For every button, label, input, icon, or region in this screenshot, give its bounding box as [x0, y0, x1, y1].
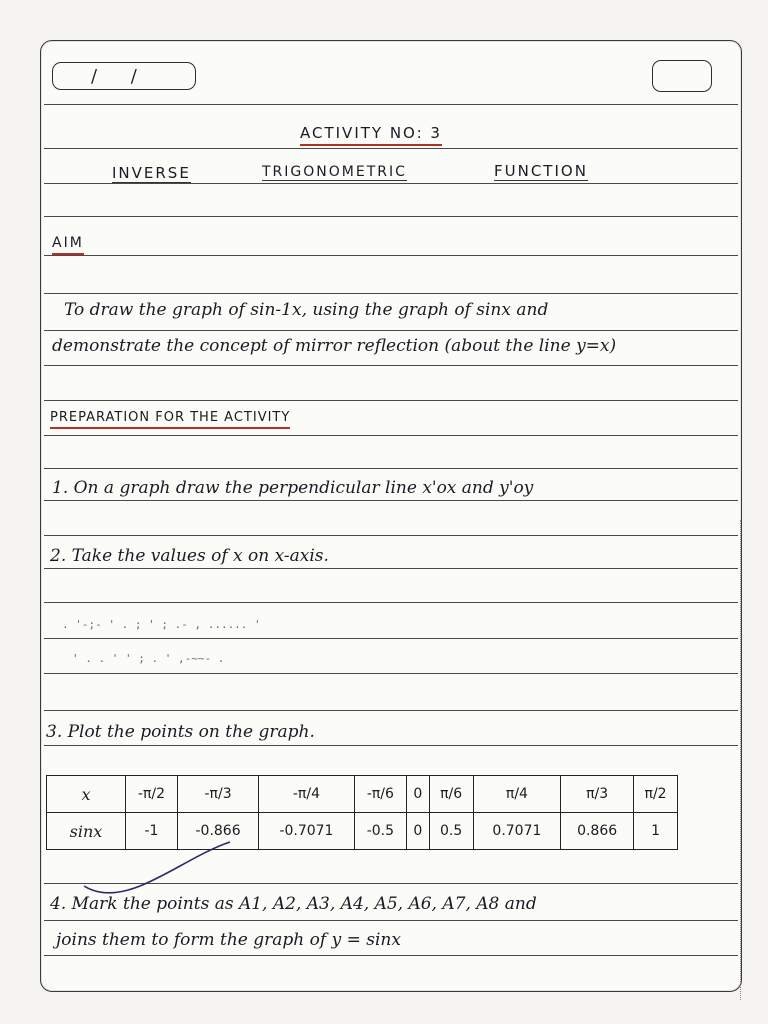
- rule-line: [44, 400, 738, 401]
- rule-line: [44, 435, 738, 436]
- rule-line: [44, 330, 738, 331]
- table-row-x: [47, 776, 678, 813]
- table-cell: π/6: [429, 776, 473, 813]
- activity-title: ACTIVITY NO: 3: [300, 124, 442, 146]
- preparation-heading: PREPARATION FOR THE ACTIVITY: [50, 410, 290, 429]
- rule-line: [44, 500, 738, 501]
- table-cell: -0.7071: [259, 813, 355, 850]
- rule-line: [44, 104, 738, 105]
- rule-line: [44, 710, 738, 711]
- bleed-through-marks: ' . . ' ' ; . ' ,-~~- .: [72, 652, 225, 665]
- aim-line-1: To draw the graph of sin-1x, using the graph of sinx and: [64, 300, 549, 320]
- step-3: 3. Plot the points on the graph.: [46, 722, 315, 742]
- step-4-line-2: joins them to form the graph of y = sinx: [56, 930, 401, 950]
- table-cell: π/3: [561, 776, 634, 813]
- rule-line: [44, 673, 738, 674]
- rule-line: [44, 293, 738, 294]
- table-cell: 0.866: [561, 813, 634, 850]
- sinx-row-label: sinx: [47, 813, 126, 850]
- step-2: 2. Take the values of x on x-axis.: [50, 546, 329, 566]
- values-table: [46, 775, 678, 850]
- table-cell: 0: [407, 776, 430, 813]
- page-edge-dots: [740, 520, 751, 1000]
- rule-line: [44, 148, 738, 149]
- table-cell: π/4: [473, 776, 560, 813]
- bleed-through-marks: . '-;- ' . ; ' ; .- , ...... ': [62, 618, 261, 631]
- step-1: 1. On a graph draw the perpendicular line x'ox and y'oy: [52, 478, 534, 498]
- rule-line: [44, 535, 738, 536]
- x-row-label: x: [47, 776, 126, 813]
- table-cell: -π/4: [259, 776, 355, 813]
- table-cell: 0.7071: [473, 813, 560, 850]
- table-cell: π/2: [634, 776, 678, 813]
- table-cell: 0: [407, 813, 430, 850]
- aim-line-2: demonstrate the concept of mirror reflection (about the line y=x): [52, 336, 617, 356]
- page-number-box: [652, 60, 712, 92]
- date-field[interactable]: / /: [52, 62, 196, 90]
- table-cell: -π/2: [126, 776, 178, 813]
- aim-heading: AIM: [52, 235, 84, 255]
- rule-line: [44, 468, 738, 469]
- topic-word-2: TRIGONOMETRIC: [262, 164, 407, 180]
- rule-line: [44, 602, 738, 603]
- table-cell: -π/3: [177, 776, 258, 813]
- table-cell: 0.5: [429, 813, 473, 850]
- table-cell: -π/6: [354, 776, 406, 813]
- rule-line: [44, 920, 738, 921]
- table-cell: -0.5: [354, 813, 406, 850]
- rule-line: [44, 183, 738, 184]
- step-4-line-1: 4. Mark the points as A1, A2, A3, A4, A5, A6, A7, A8 and: [50, 894, 537, 914]
- table-cell: 1: [634, 813, 678, 850]
- rule-line: [44, 955, 738, 956]
- table-cell: -1: [126, 813, 178, 850]
- table-cell: -0.866: [177, 813, 258, 850]
- rule-line: [44, 568, 738, 569]
- topic-word-3: FUNCTION: [494, 162, 588, 180]
- rule-line: [44, 638, 738, 639]
- rule-line: [44, 745, 738, 746]
- rule-line: [44, 365, 738, 366]
- rule-line: [44, 255, 738, 256]
- topic-word-1: INVERSE: [112, 164, 191, 182]
- rule-line: [44, 216, 738, 217]
- pen-stroke-curve: [80, 840, 260, 900]
